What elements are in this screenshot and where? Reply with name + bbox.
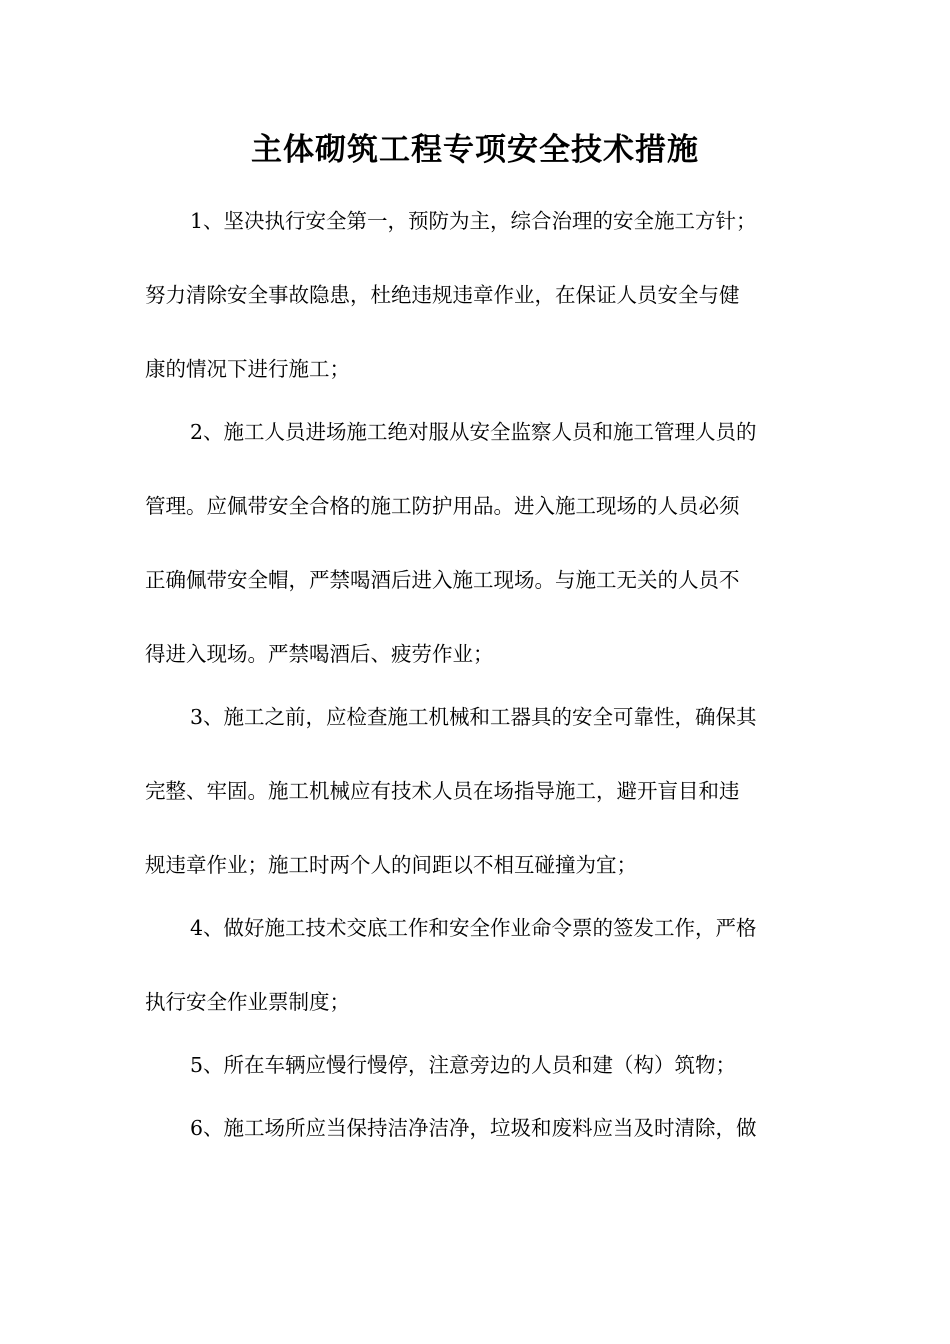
paragraph-4-line-2: 执行安全作业票制度； (145, 990, 350, 1014)
paragraph-6-line-1: 6、施工场所应当保持洁净洁净，垃圾和废料应当及时清除，做 (190, 1116, 757, 1140)
paragraph-2-line-1: 2、施工人员进场施工绝对服从安全监察人员和施工管理人员的 (190, 420, 757, 444)
paragraph-3-line-1: 3、施工之前，应检查施工机械和工器具的安全可靠性，确保其 (190, 705, 757, 729)
paragraph-3-line-2: 完整、牢固。施工机械应有技术人员在场指导施工，避开盲目和违 (145, 779, 740, 803)
document-title: 主体砌筑工程专项安全技术措施 (251, 132, 699, 168)
paragraph-1-line-1: 1、坚决执行安全第一，预防为主，综合治理的安全施工方针； (190, 209, 757, 233)
paragraph-4-line-1: 4、做好施工技术交底工作和安全作业命令票的签发工作，严格 (190, 916, 757, 940)
paragraph-5-line-1: 5、所在车辆应慢行慢停，注意旁边的人员和建（构）筑物； (190, 1053, 737, 1077)
paragraph-2-line-3: 正确佩带安全帽，严禁喝酒后进入施工现场。与施工无关的人员不 (145, 568, 740, 592)
paragraph-1-line-2: 努力清除安全事故隐患，杜绝违规违章作业，在保证人员安全与健 (145, 283, 740, 307)
paragraph-3-line-3: 规违章作业；施工时两个人的间距以不相互碰撞为宜； (145, 853, 637, 877)
paragraph-2-line-2: 管理。应佩带安全合格的施工防护用品。进入施工现场的人员必须 (145, 494, 740, 518)
paragraph-1-line-3: 康的情况下进行施工； (145, 357, 350, 381)
paragraph-2-line-4: 得进入现场。严禁喝酒后、疲劳作业； (145, 642, 494, 666)
